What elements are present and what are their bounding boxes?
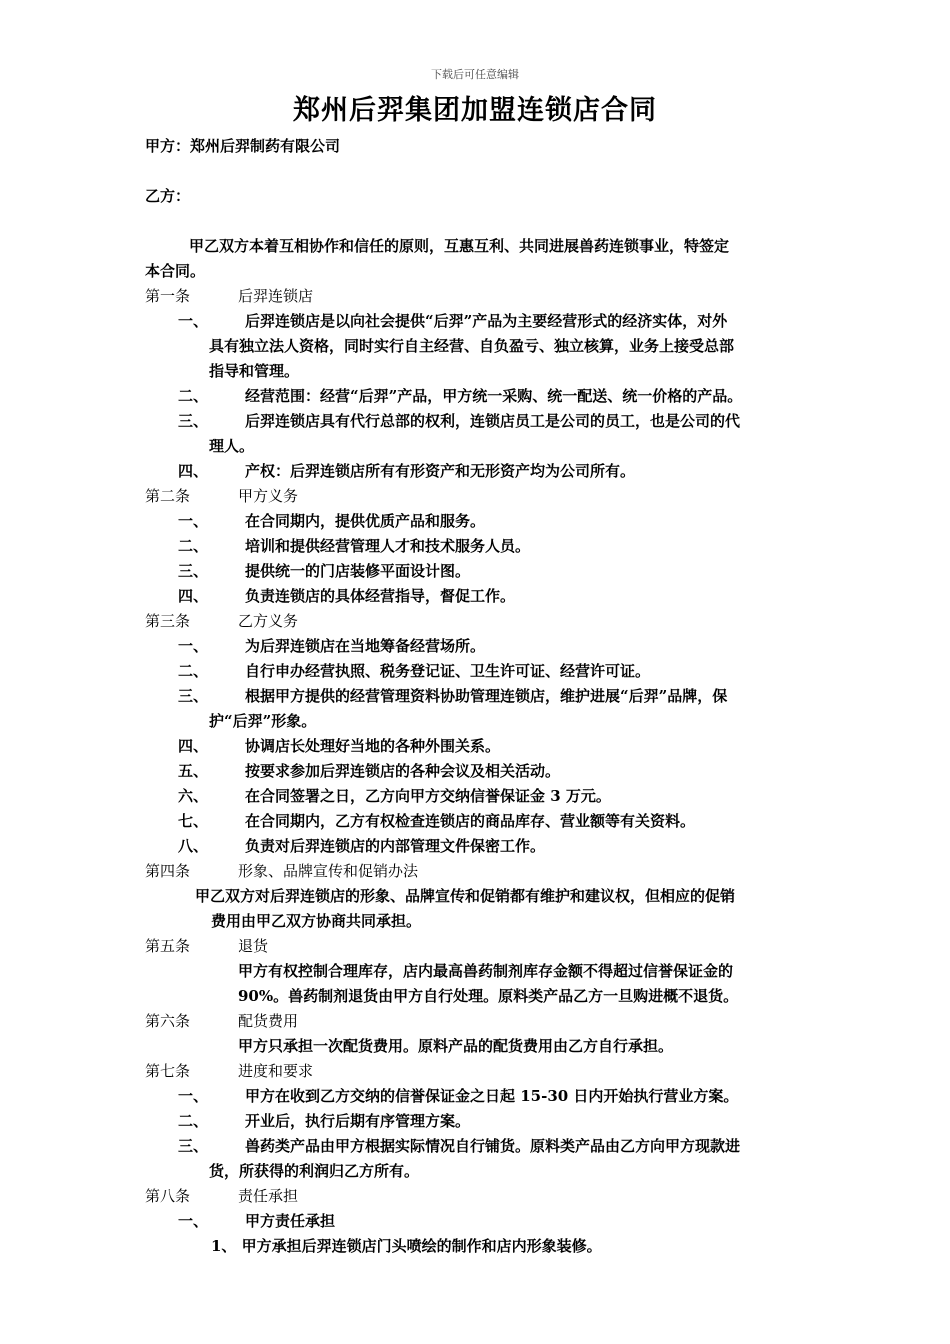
clause-text: 在合同期内，提供优质产品和服务。 xyxy=(245,512,486,530)
clause-text: 甲方责任承担 xyxy=(245,1212,336,1230)
party-b: 乙方： xyxy=(145,187,191,205)
clause-number: 七、 xyxy=(178,812,209,830)
clause-number: 一、 xyxy=(178,512,209,530)
clause-text: 护“后羿”形象。 xyxy=(209,712,317,730)
clause-text: 根据甲方提供的经营管理资料协助管理连锁店，维护进展“后羿”品牌，保 xyxy=(245,687,728,705)
clause-text: 兽药类产品由甲方根据实际情况自行铺货。原料类产品由乙方向甲方现款进 xyxy=(245,1137,741,1155)
clause-text: 开业后，执行后期有序管理方案。 xyxy=(245,1112,471,1130)
clause-number: 三、 xyxy=(178,1137,209,1155)
clause-text: 负责连锁店的具体经营指导，督促工作。 xyxy=(245,587,516,605)
clause-number: 二、 xyxy=(178,662,209,680)
article-number: 第八条 xyxy=(145,1187,191,1205)
article-title: 甲方义务 xyxy=(238,487,299,505)
article-title: 退货 xyxy=(238,937,269,955)
clause-number: 一、 xyxy=(178,312,209,330)
article-number: 第五条 xyxy=(145,937,191,955)
article-title: 配货费用 xyxy=(238,1012,299,1030)
article-number: 第一条 xyxy=(145,287,191,305)
article-title: 后羿连锁店 xyxy=(238,287,314,305)
clause-number: 八、 xyxy=(178,837,209,855)
clause-text: 指导和管理。 xyxy=(209,362,300,380)
clause-number: 三、 xyxy=(178,412,209,430)
clause-number: 二、 xyxy=(178,537,209,555)
party-a: 甲方：郑州后羿制药有限公司 xyxy=(145,137,341,155)
clause-text: 为后羿连锁店在当地筹备经营场所。 xyxy=(245,637,486,655)
clause-text: 培训和提供经营管理人才和技术服务人员。 xyxy=(245,537,531,555)
clause-number: 二、 xyxy=(178,1112,209,1130)
clause-number: 五、 xyxy=(178,762,209,780)
clause-text: 理人。 xyxy=(209,437,255,455)
paragraph-line: 费用由甲乙双方协商共同承担。 xyxy=(211,912,422,930)
clause-text: 甲方在收到乙方交纳的信誉保证金之日起 15-30 日内开始执行营业方案。 xyxy=(245,1087,739,1105)
clause-text: 在合同签署之日，乙方向甲方交纳信誉保证金 3 万元。 xyxy=(245,787,611,805)
article-title: 进度和要求 xyxy=(238,1062,314,1080)
article-title: 形象、品牌宣传和促销办法 xyxy=(238,862,419,880)
clause-text: 具有独立法人资格，同时实行自主经营、自负盈亏、独立核算，业务上接受总部 xyxy=(209,337,735,355)
clause-text: 协调店长处理好当地的各种外围关系。 xyxy=(245,737,501,755)
clause-text: 自行申办经营执照、税务登记证、卫生许可证、经营许可证。 xyxy=(245,662,651,680)
clause-text: 提供统一的门店装修平面设计图。 xyxy=(245,562,471,580)
clause-number: 三、 xyxy=(178,562,209,580)
article-number: 第七条 xyxy=(145,1062,191,1080)
clause-number: 四、 xyxy=(178,462,209,480)
paragraph-line: 甲方只承担一次配货费用。原料产品的配货费用由乙方自行承担。 xyxy=(238,1037,674,1055)
clause-number: 一、 xyxy=(178,1087,209,1105)
clause-number: 六、 xyxy=(178,787,209,805)
clause-text: 负责对后羿连锁店的内部管理文件保密工作。 xyxy=(245,837,546,855)
clause-number: 四、 xyxy=(178,737,209,755)
article-title: 责任承担 xyxy=(238,1187,299,1205)
article-number: 第二条 xyxy=(145,487,191,505)
clause-number: 四、 xyxy=(178,587,209,605)
article-number: 第三条 xyxy=(145,612,191,630)
paragraph-line: 90%。兽药制剂退货由甲方自行处理。原料类产品乙方一旦购进概不退货。 xyxy=(238,987,739,1005)
clause-number: 一、 xyxy=(178,1212,209,1230)
article-title: 乙方义务 xyxy=(238,612,299,630)
clause-text: 产权：后羿连锁店所有有形资产和无形资产均为公司所有。 xyxy=(245,462,636,480)
clause-number: 二、 xyxy=(178,387,209,405)
clause-text: 后羿连锁店是以向社会提供“后羿”产品为主要经营形式的经济实体，对外 xyxy=(245,312,728,330)
sub-clause-item: 1、 甲方承担后羿连锁店门头喷绘的制作和店内形象装修。 xyxy=(211,1237,602,1255)
clause-text: 后羿连锁店具有代行总部的权利，连锁店员工是公司的员工，也是公司的代 xyxy=(245,412,741,430)
article-number: 第四条 xyxy=(145,862,191,880)
clause-number: 三、 xyxy=(178,687,209,705)
clause-text: 货，所获得的利润归乙方所有。 xyxy=(209,1162,420,1180)
clause-number: 一、 xyxy=(178,637,209,655)
paragraph-line: 甲乙双方对后羿连锁店的形象、品牌宣传和促销都有维护和建议权，但相应的促销 xyxy=(195,887,736,905)
intro-line-2: 本合同。 xyxy=(145,262,206,280)
clause-text: 按要求参加后羿连锁店的各种会议及相关活动。 xyxy=(245,762,561,780)
document-title: 郑州后羿集团加盟连锁店合同 xyxy=(293,95,657,126)
clause-text: 在合同期内，乙方有权检查连锁店的商品库存、营业额等有关资料。 xyxy=(245,812,696,830)
article-number: 第六条 xyxy=(145,1012,191,1030)
clause-text: 经营范围：经营“后羿”产品，甲方统一采购、统一配送、统一价格的产品。 xyxy=(245,387,743,405)
intro-line-1: 甲乙双方本着互相协作和信任的原则，互惠互利、共同进展兽药连锁事业，特签定 xyxy=(189,237,730,255)
watermark-text: 下载后可任意编辑 xyxy=(431,68,519,81)
paragraph-line: 甲方有权控制合理库存，店内最高兽药制剂库存金额不得超过信誉保证金的 xyxy=(238,962,734,980)
